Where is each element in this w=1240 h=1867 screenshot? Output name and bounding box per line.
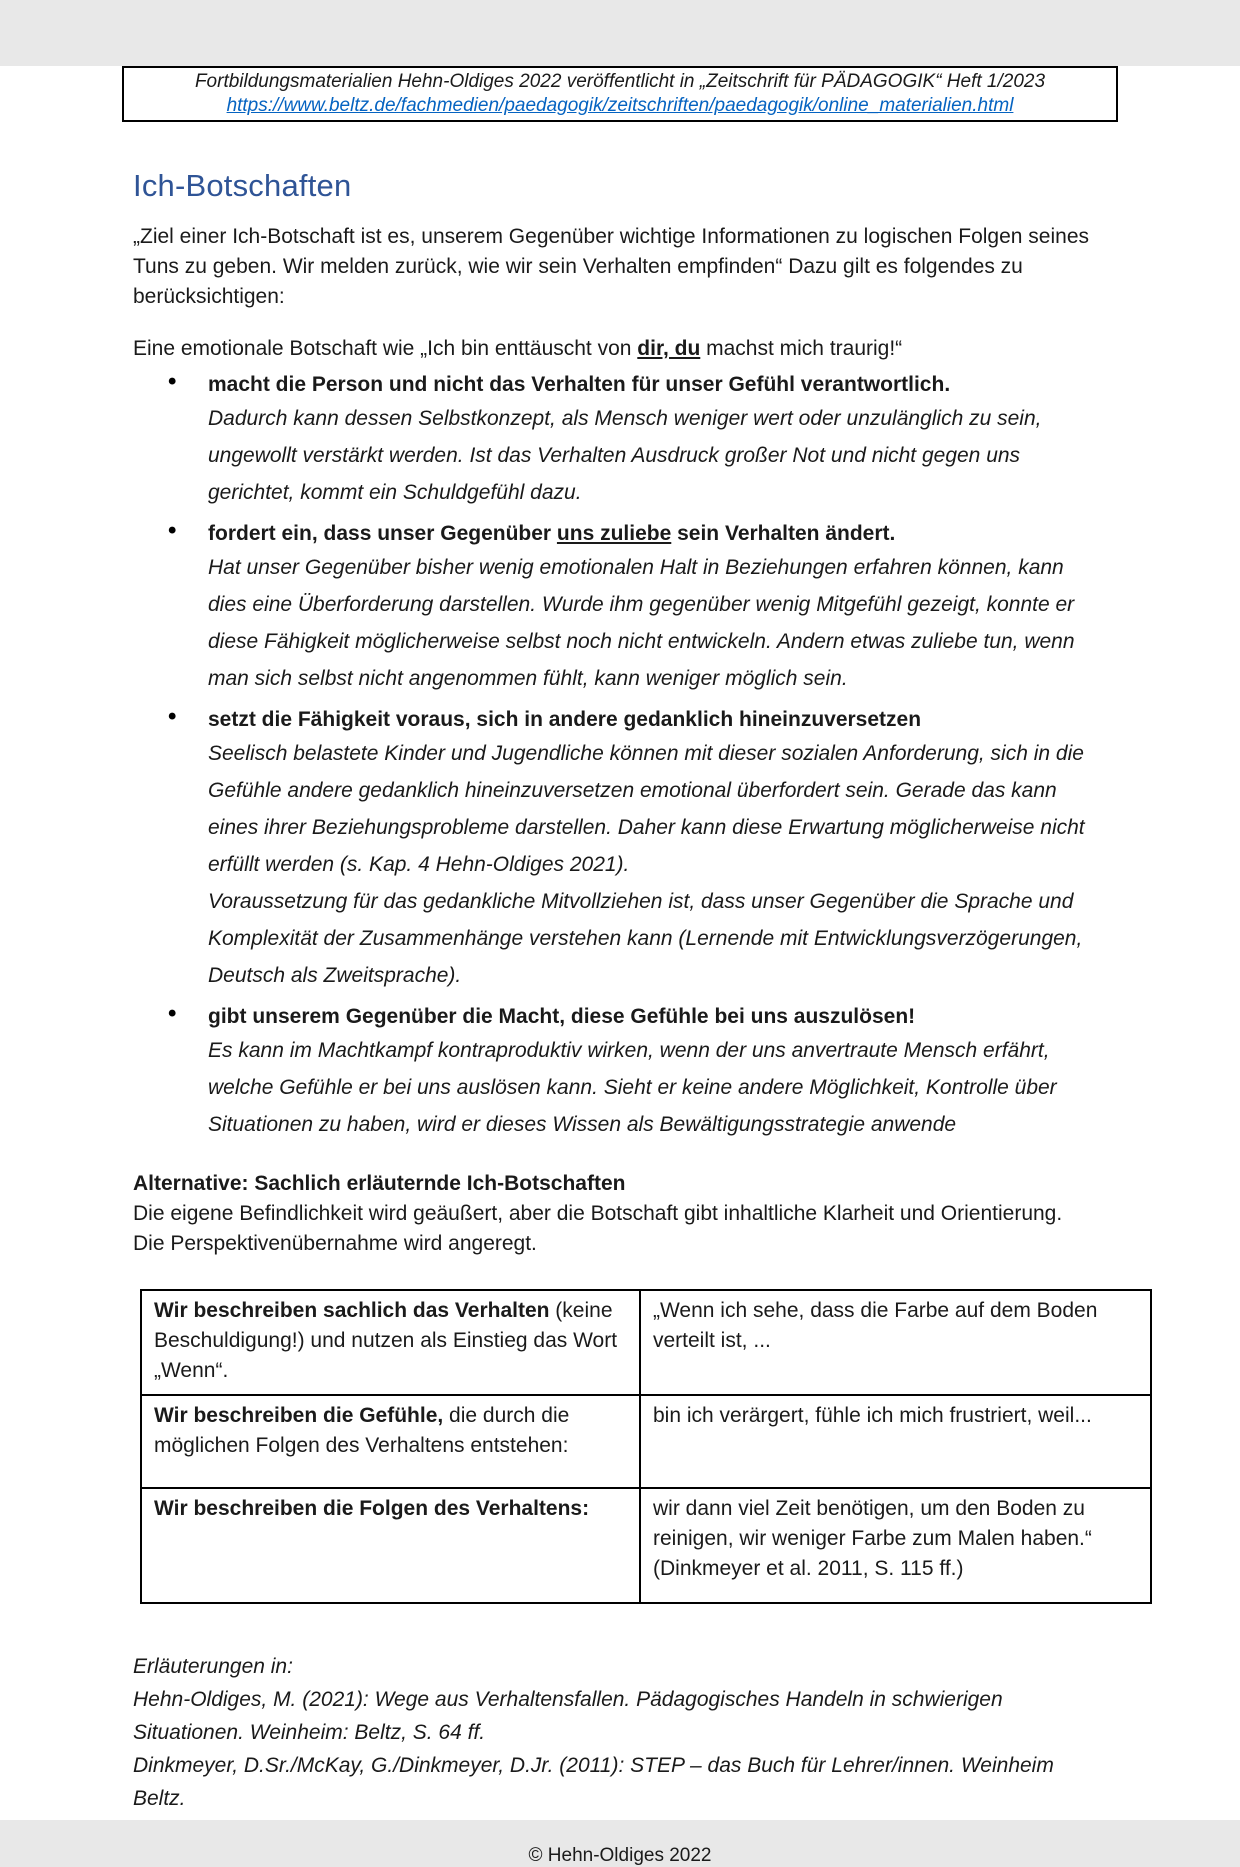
bullet-body-paragraph: Seelisch belastete Kinder und Jugendliche können mit dieser sozialen Anforderung, sich in die Gefühle andere gedanklich hineinzuversetzen emotional überfordert sein. Gerade das kann eines ihrer Beziehungsprobleme darstellen. Daher kann diese Erwartung möglicherweise nicht erfüllt werden (s. Kap. 4 Hehn-Oldiges 2021). bbox=[208, 742, 1085, 876]
bullet-heading-underline: uns zuliebe bbox=[556, 522, 672, 545]
bullet-item-2 bbox=[208, 519, 1107, 697]
table-cell-text: „Wenn ich sehe, dass die Farbe auf dem Boden verteilt ist, ... bbox=[653, 1299, 1098, 1352]
alternative-body-line: Die Perspektivenübernahme wird angeregt. bbox=[133, 1232, 537, 1255]
table-cell-right bbox=[640, 1395, 1151, 1488]
table-cell-text: wir dann viel Zeit benötigen, um den Boden zu reinigen, wir weniger Farbe zum Malen haben.“ (Dinkmeyer et al. 2011, S. 115 ff.) bbox=[653, 1497, 1092, 1580]
bullet-body bbox=[208, 549, 1107, 697]
bullet-body-paragraph: Dadurch kann dessen Selbstkonzept, als Mensch weniger wert oder unzulänglich zu sein, ungewollt verstärkt werden. Ist das Verhalten Ausdruck großer Not und nicht gegen uns gerichtet, kommt ein Schuldgefühl dazu. bbox=[208, 407, 1042, 504]
document-body bbox=[133, 222, 1107, 1259]
lead-pre: Eine emotionale Botschaft wie „Ich bin enttäuscht von bbox=[133, 337, 638, 360]
table-cell-bold-text: Wir beschreiben sachlich das Verhalten bbox=[154, 1299, 550, 1322]
bullet-body bbox=[208, 735, 1107, 994]
table-row bbox=[141, 1290, 1151, 1395]
bullet-heading-text: gibt unserem Gegenüber die Macht, diese Gefühle bei uns auszulösen! bbox=[208, 1005, 916, 1028]
bullet-heading bbox=[208, 519, 1107, 549]
lead-sentence bbox=[133, 334, 1107, 364]
table-row bbox=[141, 1395, 1151, 1488]
intro-paragraph: „Ziel einer Ich-Botschaft ist es, unserem Gegenüber wichtige Informationen zu logischen Folgen seines Tuns zu geben. Wir melden zurück, wie wir sein Verhalten empfinden“ Dazu gilt es folgendes zu berücksichtigen: bbox=[133, 225, 1089, 308]
bullet-body-paragraph: Es kann im Machtkampf kontraproduktiv wirken, wenn der uns anvertraute Mensch erfährt, welche Gefühle er bei uns auslösen kann. Sieht er keine andere Möglichkeit, Kontrolle über Situationen zu haben, wird er dieses Wissen als Bewältigungsstrategie anwende bbox=[208, 1039, 1057, 1136]
reference-item: Hehn-Oldiges, M. (2021): Wege aus Verhaltensfallen. Pädagogisches Handeln in schwierigen Situationen. Weinheim: Beltz, S. 64 ff. bbox=[133, 1688, 1003, 1744]
publication-line: Fortbildungsmaterialien Hehn-Oldiges 2022 veröffentlicht in „Zeitschrift für PÄDAGOGIK“ Heft 1/2023 bbox=[194, 71, 1046, 92]
table-cell-right bbox=[640, 1290, 1151, 1395]
header-box bbox=[122, 66, 1118, 122]
table-cell-bold-text: Wir beschreiben die Folgen des Verhaltens: bbox=[154, 1497, 590, 1520]
references-heading: Erläuterungen in: bbox=[133, 1655, 293, 1678]
ich-botschaft-table bbox=[140, 1289, 1152, 1604]
bullet-body-paragraph: Hat unser Gegenüber bisher wenig emotionalen Halt in Beziehungen erfahren können, kann dies eine Überforderung darstellen. Wurde ihm gegenüber wenig Mitgefühl gezeigt, konnte er diese Fähigkeit möglicherweise selbst noch nicht entwickeln. Andern etwas zuliebe tun, wenn man sich selbst nicht angenommen fühlt, kann weniger möglich sein. bbox=[208, 556, 1075, 690]
bullet-heading-text: fordert ein, dass unser Gegenüber bbox=[208, 522, 557, 545]
table-cell-bold-text: Wir beschreiben die Gefühle, bbox=[154, 1404, 444, 1427]
bullet-item-4 bbox=[208, 1002, 1107, 1143]
bullet-body-paragraph: Voraussetzung für das gedankliche Mitvollziehen ist, dass unser Gegenüber die Sprache und Komplexität der Zusammenhänge verstehen kann (Lernende mit Entwicklungsverzögerungen, Deutsch als Zweitsprache). bbox=[208, 890, 1083, 987]
references-section bbox=[133, 1650, 1107, 1815]
bullet-body bbox=[208, 400, 1107, 511]
lead-emphasis: dir, du bbox=[637, 337, 701, 360]
bullet-heading bbox=[208, 1002, 1107, 1032]
table-cell-left bbox=[141, 1395, 640, 1488]
bullet-body bbox=[208, 1032, 1107, 1143]
bullet-heading-text: macht die Person und nicht das Verhalten für unser Gefühl verantwortlich. bbox=[208, 373, 951, 396]
publication-link[interactable]: https://www.beltz.de/fachmedien/paedagogik/zeitschriften/paedagogik/online_materialien.html bbox=[226, 95, 1014, 116]
table-cell-right bbox=[640, 1488, 1151, 1603]
bullet-heading-text: setzt die Fähigkeit voraus, sich in andere gedanklich hineinzuversetzen bbox=[208, 708, 922, 731]
lead-post: machst mich traurig!“ bbox=[700, 337, 903, 360]
alternative-heading: Alternative: Sachlich erläuternde Ich-Botschaften bbox=[133, 1172, 626, 1195]
document-page bbox=[0, 66, 1240, 1866]
alternative-body-line: Die eigene Befindlichkeit wird geäußert, aber die Botschaft gibt inhaltliche Klarheit und Orientierung. bbox=[133, 1202, 1063, 1225]
bullet-item-1 bbox=[208, 370, 1107, 511]
table-cell-left bbox=[141, 1290, 640, 1395]
footer-copyright: © Hehn-Oldiges 2022 bbox=[528, 1845, 712, 1866]
bullet-heading-rest: sein Verhalten ändert. bbox=[671, 522, 896, 545]
bullet-heading bbox=[208, 705, 1107, 735]
table-cell-text: bin ich verärgert, fühle ich mich frustriert, weil... bbox=[653, 1404, 1092, 1427]
page-title: Ich-Botschaften bbox=[133, 168, 352, 203]
table-cell-text: die durch die möglichen Folgen des Verhaltens entstehen: bbox=[154, 1404, 570, 1457]
table-cell-left bbox=[141, 1488, 640, 1603]
table-cell-text: (keine Beschuldigung!) und nutzen als Einstieg das Wort „Wenn“. bbox=[154, 1299, 618, 1382]
bullet-item-3 bbox=[208, 705, 1107, 994]
bullet-list bbox=[133, 370, 1107, 1143]
reference-item: Dinkmeyer, D.Sr./McKay, G./Dinkmeyer, D.Jr. (2011): STEP – das Buch für Lehrer/innen. Weinheim Beltz. bbox=[133, 1754, 1054, 1810]
table-row bbox=[141, 1488, 1151, 1603]
bullet-heading bbox=[208, 370, 1107, 400]
